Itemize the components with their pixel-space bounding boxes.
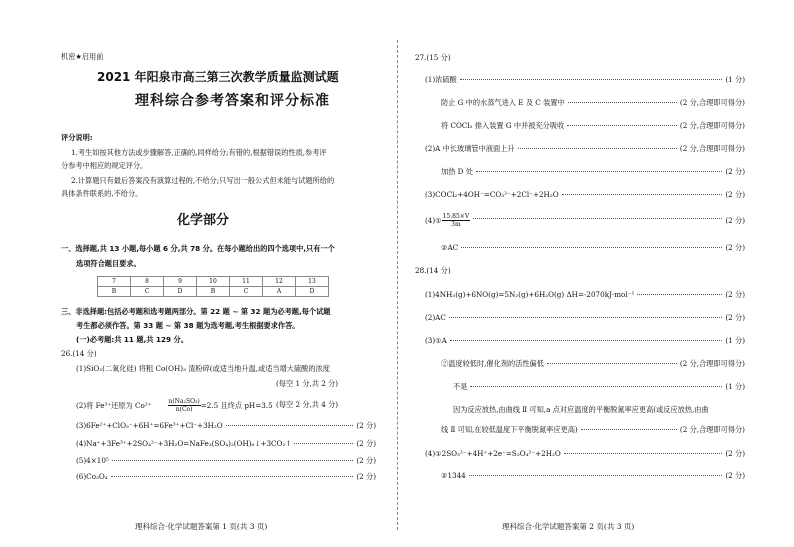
q26-part2-post: =2.5 且终点 pH=3.5 [200, 400, 273, 410]
q28-part3a-score: (1 分) [725, 336, 745, 345]
section-title: 化学部分 [177, 213, 230, 228]
q27-part4b-text: ②AC [441, 243, 459, 252]
leader-dots [111, 476, 354, 477]
q28-part4b [441, 471, 745, 481]
mc-answer: B [98, 287, 131, 297]
q26-part5-score: (2 分) [356, 456, 376, 465]
mc-number: 11 [230, 277, 263, 287]
leader-dots [450, 340, 723, 341]
q27-part1a-score: (1 分) [725, 75, 745, 84]
q26-part1-score: (每空 1 分,共 2 分) [276, 379, 339, 388]
fraction-numerator: 15.85×V [442, 213, 470, 220]
leader-dots [518, 148, 677, 149]
mc-number: 7 [98, 277, 131, 287]
q27-part4b [441, 243, 745, 253]
q28-part3c [453, 382, 745, 392]
q28-part4b-score: (2 分) [725, 471, 745, 480]
leader-dots [469, 475, 723, 476]
page-footer: 理科综合·化学试题答案第 2 页(共 3 页) [502, 522, 635, 531]
leader-dots [562, 194, 723, 195]
leader-dots [473, 218, 722, 219]
q28-part3d-line2 [441, 425, 745, 435]
right-page [397, 0, 794, 547]
exam-title: 2021 年阳泉市高三第三次教学质量监测试题 [97, 70, 339, 84]
q28-part3a-text: (3)①A [425, 336, 447, 345]
q26-part4-score: (2 分) [356, 439, 376, 448]
q28-part4a [425, 449, 745, 459]
q26-part6-score: (2 分) [356, 472, 376, 481]
q26-part1-text: (1)SiO₂(二氧化硅) 将粗 Co(OH)₃ 渣粉碎(或适当地升温,或适当增大硫酸的浓度 [76, 364, 330, 373]
leader-dots [547, 363, 677, 364]
q28-part4a-score: (2 分) [725, 449, 745, 458]
q26-part3-score: (2 分) [356, 421, 376, 430]
q28-part3b [441, 359, 745, 369]
q28-part1-score: (2 分) [725, 290, 745, 299]
mc-answer: C [131, 287, 164, 297]
fraction-numerator: n(Na₂SO₃) [168, 398, 200, 405]
answer-title: 理科综合参考答案和评分标准 [135, 93, 330, 109]
q28-part1-text: (1)4NH₃(g)+6NO(g)=5N₂(g)+6H₂O(g) ΔH=-2070kJ·mol⁻¹ [425, 290, 635, 299]
mc-number: 10 [197, 277, 230, 287]
mc-answer: D [296, 287, 329, 297]
q27-part3-text: (3)COCl₂+4OH⁻=CO₃²⁻+2Cl⁻+2H₂O [425, 190, 559, 199]
rule1-line2: 分参考中相应的规定评分。 [61, 161, 148, 170]
mc-number-row [98, 277, 329, 287]
q27-part1c [441, 121, 745, 131]
q28-part3d-score: (2 分,合理即可得分) [679, 425, 745, 434]
q27-part3-score: (2 分) [725, 190, 745, 199]
q26-part4-text: (4)Na⁺+3Fe³⁺+2SO₄²⁻+3H₂O=NaFe₃(SO₄)₂(OH)₆↓+3CO₂↑ [76, 439, 292, 448]
q28-part2 [425, 313, 745, 323]
mc-answer: C [230, 287, 263, 297]
q27-part2a [425, 144, 745, 154]
q26-part4 [76, 439, 376, 449]
leader-dots [112, 460, 354, 461]
q27-part2a-text: (2)A 中长玻璃管中液面上升 [425, 144, 515, 153]
rule2-line1: 2.计算题只有最后答案没有演算过程的,不给分;只写出一般公式但未能与试题所给的 [71, 176, 335, 185]
fraction-denominator: 3m [451, 221, 461, 228]
q28-part4a-text: (4)①2SO₃²⁻+4H⁺+2e⁻=S₂O₄²⁻+2H₂O [425, 449, 561, 458]
mc-answer: B [197, 287, 230, 297]
mc-answer: A [263, 287, 296, 297]
mc-intro-line2: 选项符合题目要求。 [76, 259, 141, 268]
q27-part2b [441, 167, 745, 177]
leader-dots [449, 317, 722, 318]
nonmc-intro-line2: 考生都必须作答。第 33 题 ~ 第 38 题为选考题,考生根据要求作答。 [76, 321, 300, 330]
q27-part1c-score: (2 分,合理即可得分) [679, 121, 745, 130]
leader-dots [476, 171, 722, 172]
leader-dots [294, 443, 353, 444]
q28-part4b-text: ②1344 [441, 471, 466, 480]
mc-number: 13 [296, 277, 329, 287]
leader-dots [564, 453, 723, 454]
q28-part3b-text: ②温度较低时,催化剂的活性偏低 [441, 359, 544, 368]
q28-part2-text: (2)AC [425, 313, 446, 322]
q27-part4a [425, 213, 745, 228]
leader-dots [568, 102, 677, 103]
q28-part2-score: (2 分) [725, 313, 745, 322]
q26-part3 [76, 421, 376, 431]
required-heading: (一)必考题:共 11 题,共 129 分。 [76, 335, 188, 344]
nonmc-intro-line1: 三、非选择题:包括必考题和选考题两部分。第 22 题 ~ 第 32 题为必考题,每个试题 [61, 307, 331, 316]
q27-part1b-score: (2 分,合理即可得分) [679, 98, 745, 107]
q26-part6-text: (6)Co₃O₄ [76, 472, 108, 481]
q27-part4a-fraction [442, 213, 471, 228]
q26-part5 [76, 456, 376, 466]
page-footer: 理科综合·化学试题答案第 1 页(共 3 页) [135, 522, 268, 531]
mc-number: 8 [131, 277, 164, 287]
q26-part5-text: (5)4×10⁵ [76, 456, 109, 465]
q27-part1a [425, 75, 745, 85]
mc-number: 12 [263, 277, 296, 287]
leader-dots [470, 386, 722, 387]
mc-intro-line1: 一、选择题,共 13 小题,每小题 6 分,共 78 分。在每小题给出的四个选项中,只有一个 [61, 244, 335, 253]
rule2-line2: 具体条件联系的,不给分。 [61, 189, 143, 198]
q27-part3 [425, 190, 745, 200]
mc-answer-row [98, 287, 329, 297]
q26-part2 [76, 398, 273, 413]
q26-header: 26.(14 分) [61, 349, 97, 358]
q27-part2b-text: 加热 D 处 [441, 167, 473, 176]
q26-part6 [76, 472, 376, 482]
q27-part4a-pre: (4)① [425, 216, 442, 225]
q28-part3a [425, 336, 745, 346]
q27-part1b [441, 98, 745, 108]
mc-answer-table [97, 276, 329, 297]
q28-part1 [425, 290, 745, 300]
q27-part4b-score: (2 分) [725, 243, 745, 252]
q28-part3c-score: (1 分) [725, 382, 745, 391]
q27-part1c-text: 将 COCl₂ 排入装置 G 中并被充分吸收 [441, 121, 565, 130]
q26-part2-pre: (2)将 Fe³⁺还原为 Co²⁺ [76, 400, 152, 410]
leader-dots [567, 125, 677, 126]
q27-part2b-score: (2 分) [725, 167, 745, 176]
rules-heading: 评分说明: [61, 133, 93, 142]
rule1-line1: 1.考生如按其他方法或步骤解答,正确的,同样给分;有错的,根据错误的性质,参考评 [71, 148, 327, 157]
q27-part4a-score: (2 分) [725, 215, 745, 225]
q26-part2-fraction [168, 398, 201, 413]
leader-dots [461, 247, 722, 248]
confidential-label: 机密★启用前 [61, 52, 104, 61]
leader-dots [637, 294, 722, 295]
q27-part1a-text: (1)浓硫酸 [425, 75, 457, 84]
q28-part3d-text: 线 Ⅱ 可知,在较低温度下平衡脱氮率应更高) [441, 425, 578, 434]
leader-dots [460, 79, 723, 80]
mc-number: 9 [164, 277, 197, 287]
mc-answer: D [164, 287, 197, 297]
q27-part1b-text: 防止 G 中的水蒸气进入 E 及 C 装置中 [441, 98, 565, 107]
q27-part2a-score: (2 分,合理即可得分) [679, 144, 745, 153]
q28-header: 28.(14 分) [415, 266, 451, 275]
q28-part3c-text: 不是 [453, 382, 468, 391]
leader-dots [581, 429, 677, 430]
q27-header: 27.(15 分) [415, 53, 451, 62]
q26-part2-score: (每空 2 分,共 4 分) [276, 400, 339, 409]
fraction-denominator: n(Co) [175, 406, 193, 413]
leader-dots [226, 425, 354, 426]
q28-part3b-score: (2 分,合理即可得分) [679, 359, 745, 368]
q28-part3d-line1: 因为反应放热,由曲线 Ⅱ 可知,a 点对应温度的平衡脱氮率应更高(或反应放热,由曲 [453, 405, 709, 414]
q26-part3-text: (3)6Fe²⁺+ClO₃⁻+6H⁺=6Fe³⁺+Cl⁻+3H₂O [76, 421, 223, 430]
